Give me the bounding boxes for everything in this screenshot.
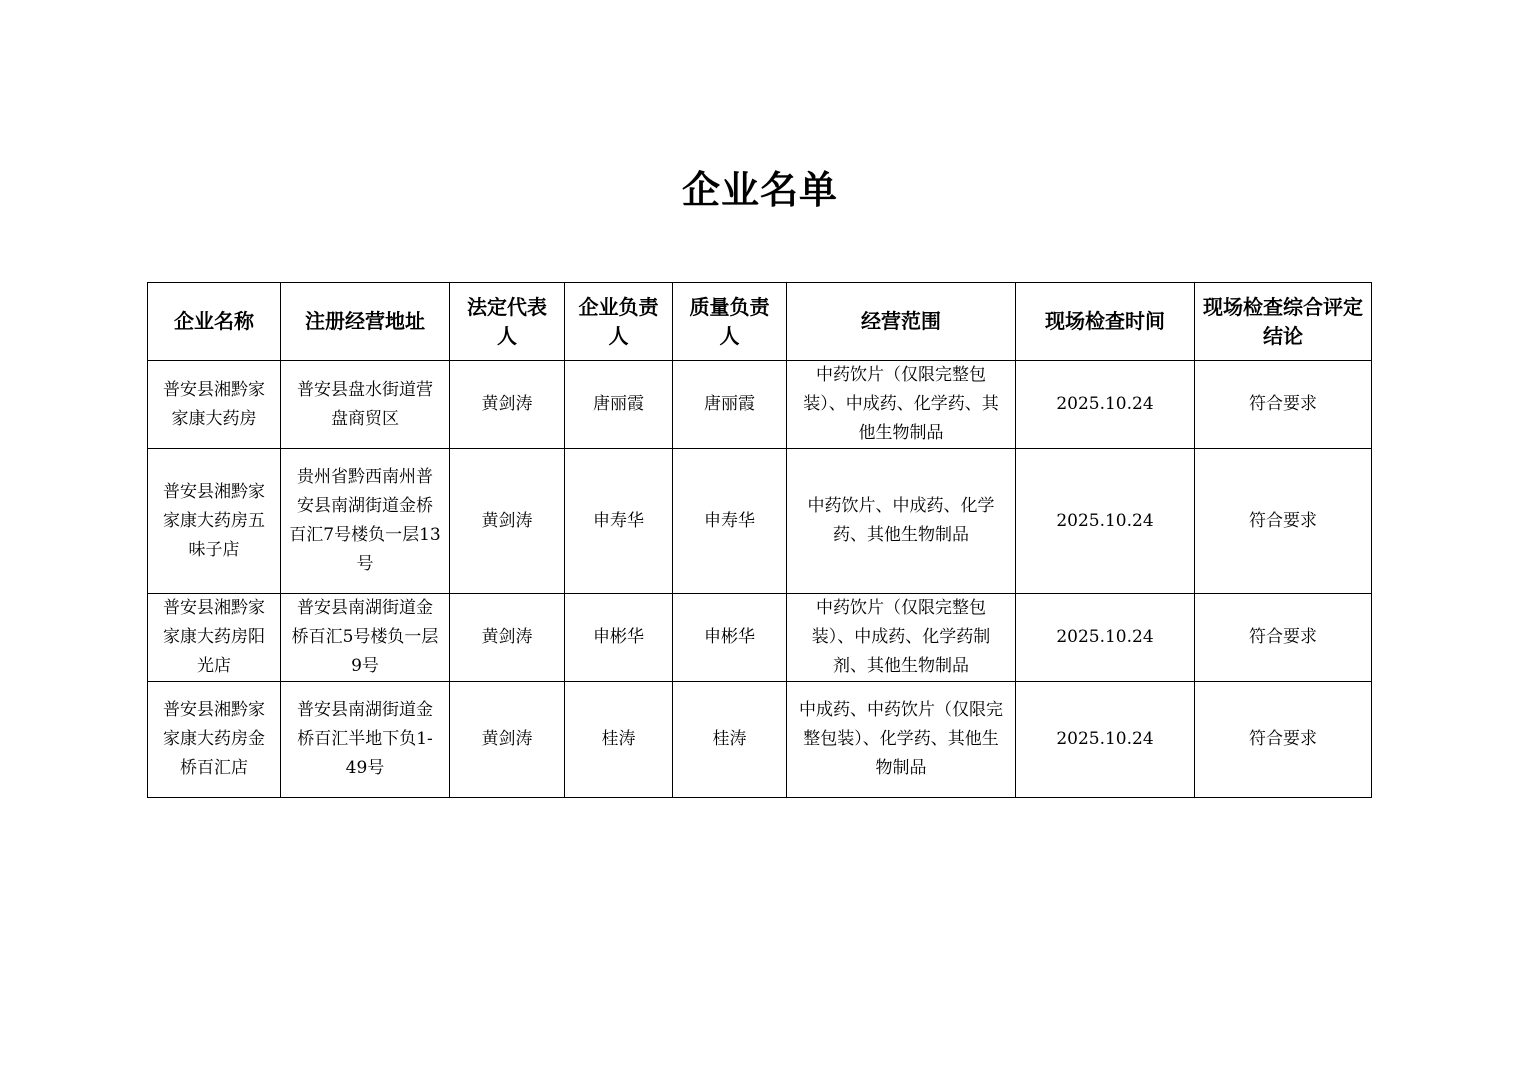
page-title: 企业名单 — [681, 167, 838, 212]
cell-inspection-result: 符合要求 — [1195, 682, 1372, 798]
cell-quality-manager: 桂涛 — [673, 682, 787, 798]
table-row — [148, 361, 1372, 449]
header-inspection-date: 现场检查时间 — [1016, 283, 1195, 361]
cell-inspection-result: 符合要求 — [1195, 361, 1372, 449]
table-row — [148, 449, 1372, 594]
header-inspection-result: 现场检查综合评定结论 — [1195, 283, 1372, 361]
cell-quality-manager: 申彬华 — [673, 594, 787, 682]
cell-registered-address: 贵州省黔西南州普安县南湖街道金桥百汇7号楼负一层13号 — [281, 449, 450, 594]
cell-registered-address: 普安县南湖街道金桥百汇半地下负1-49号 — [281, 682, 450, 798]
header-enterprise-manager: 企业负责人 — [565, 283, 673, 361]
cell-enterprise-manager: 唐丽霞 — [565, 361, 673, 449]
cell-legal-representative: 黄剑涛 — [450, 594, 565, 682]
cell-business-scope: 中药饮片（仅限完整包装）、中成药、化学药制剂、其他生物制品 — [787, 594, 1016, 682]
enterprise-table — [147, 282, 1372, 798]
cell-quality-manager: 唐丽霞 — [673, 361, 787, 449]
header-business-scope: 经营范围 — [787, 283, 1016, 361]
cell-inspection-date: 2025.10.24 — [1016, 682, 1195, 798]
cell-enterprise-name: 普安县湘黔家家康大药房金桥百汇店 — [148, 682, 281, 798]
cell-inspection-date: 2025.10.24 — [1016, 449, 1195, 594]
header-registered-address: 注册经营地址 — [281, 283, 450, 361]
header-legal-representative: 法定代表人 — [450, 283, 565, 361]
table-header-row — [148, 283, 1372, 361]
cell-quality-manager: 申寿华 — [673, 449, 787, 594]
cell-inspection-date: 2025.10.24 — [1016, 594, 1195, 682]
table-row — [148, 682, 1372, 798]
cell-enterprise-name: 普安县湘黔家家康大药房阳光店 — [148, 594, 281, 682]
cell-inspection-date: 2025.10.24 — [1016, 361, 1195, 449]
cell-inspection-result: 符合要求 — [1195, 594, 1372, 682]
cell-enterprise-manager: 申寿华 — [565, 449, 673, 594]
cell-business-scope: 中成药、中药饮片（仅限完整包装）、化学药、其他生物制品 — [787, 682, 1016, 798]
cell-registered-address: 普安县南湖街道金桥百汇5号楼负一层9号 — [281, 594, 450, 682]
cell-legal-representative: 黄剑涛 — [450, 449, 565, 594]
cell-business-scope: 中药饮片（仅限完整包装）、中成药、化学药、其他生物制品 — [787, 361, 1016, 449]
cell-registered-address: 普安县盘水街道营盘商贸区 — [281, 361, 450, 449]
cell-enterprise-name: 普安县湘黔家家康大药房 — [148, 361, 281, 449]
cell-legal-representative: 黄剑涛 — [450, 682, 565, 798]
cell-business-scope: 中药饮片、中成药、化学药、其他生物制品 — [787, 449, 1016, 594]
header-quality-manager: 质量负责人 — [673, 283, 787, 361]
cell-enterprise-manager: 桂涛 — [565, 682, 673, 798]
header-enterprise-name: 企业名称 — [148, 283, 281, 361]
cell-enterprise-manager: 申彬华 — [565, 594, 673, 682]
cell-inspection-result: 符合要求 — [1195, 449, 1372, 594]
cell-legal-representative: 黄剑涛 — [450, 361, 565, 449]
cell-enterprise-name: 普安县湘黔家家康大药房五味子店 — [148, 449, 281, 594]
table-row — [148, 594, 1372, 682]
